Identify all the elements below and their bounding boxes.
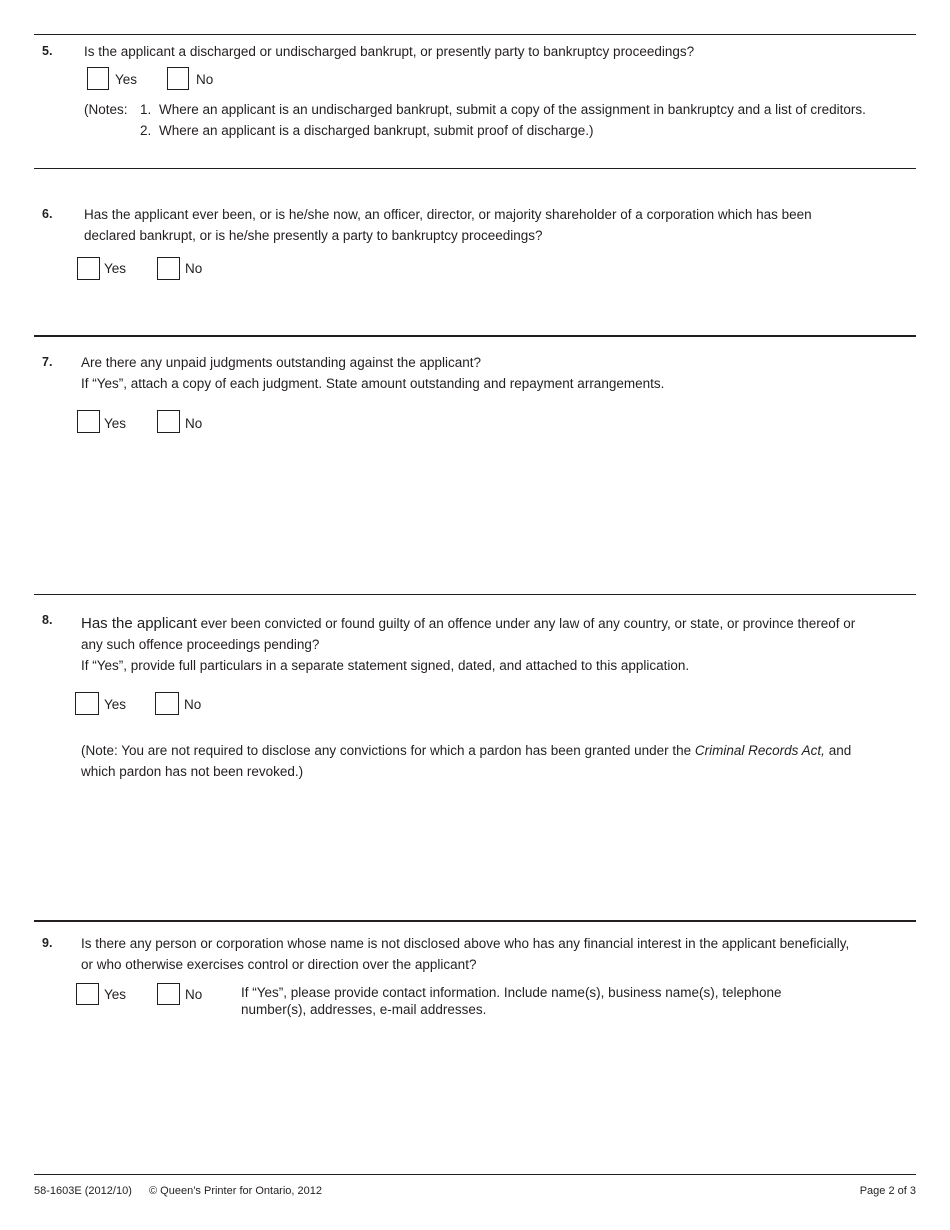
- question-text-line-1: Has the applicant ever been, or is he/she now, an officer, director, or majority shareholder of a corporation which has been: [84, 207, 812, 222]
- q9-yes-checkbox[interactable]: [76, 983, 99, 1005]
- note-2-number: 2.: [140, 123, 152, 138]
- divider: [34, 168, 916, 169]
- question-lead: Has the applicant: [81, 615, 197, 632]
- q5-yes-label: Yes: [115, 72, 138, 87]
- question-text-line-2: or who otherwise exercises control or direction over the applicant?: [81, 957, 477, 972]
- question-text-line-3: If “Yes”, provide full particulars in a separate statement signed, dated, and attached to this application.: [81, 658, 690, 673]
- question-number: 8.: [42, 613, 53, 627]
- question-text: Is the applicant a discharged or undischarged bankrupt, or presently party to bankruptcy proceedings?: [84, 44, 695, 59]
- contact-info-line-1: If “Yes”, please provide contact information. Include name(s), business name(s), telephone: [241, 985, 782, 1000]
- q8-yes-checkbox[interactable]: [75, 692, 99, 715]
- question-rest: ever been convicted or found guilty of an offence under any law of any country, or state, or province thereof or: [196, 616, 856, 631]
- question-text-line-2: If “Yes”, attach a copy of each judgment. State amount outstanding and repayment arrangements.: [81, 376, 665, 391]
- question-text-line-2: declared bankrupt, or is he/she presently a party to bankruptcy proceedings?: [84, 228, 543, 243]
- question-number: 6.: [42, 207, 53, 221]
- question-text-line-1: Are there any unpaid judgments outstanding against the applicant?: [81, 355, 482, 370]
- q9-yes-label: Yes: [104, 987, 127, 1002]
- q6-yes-label: Yes: [104, 261, 127, 276]
- q8-no-label: No: [184, 697, 202, 712]
- note-1-number: 1.: [140, 102, 152, 117]
- contact-info-line-2: number(s), addresses, e-mail addresses.: [241, 1002, 487, 1017]
- divider: [34, 920, 916, 922]
- note-text: (Note: You are not required to disclose any convictions for which a pardon has been granted under the: [81, 743, 695, 758]
- q6-no-label: No: [185, 261, 203, 276]
- page-number: Page 2 of 3: [859, 1185, 916, 1197]
- question-number: 5.: [42, 44, 53, 58]
- question-number: 9.: [42, 936, 53, 950]
- question-text-line-1: Is there any person or corporation whose name is not disclosed above who has any financial interest in the applicant beneficially,: [81, 936, 850, 951]
- act-title: Criminal Records Act,: [694, 743, 825, 758]
- note-2: Where an applicant is a discharged bankrupt, submit proof of discharge.): [159, 123, 594, 138]
- notes-prefix: (Notes:: [84, 102, 128, 117]
- q5-yes-checkbox[interactable]: [87, 67, 109, 90]
- q7-yes-label: Yes: [104, 416, 127, 431]
- divider: [34, 335, 916, 337]
- note-text-end: and: [824, 743, 852, 758]
- divider: [34, 34, 916, 35]
- q8-no-checkbox[interactable]: [155, 692, 179, 715]
- q9-no-label: No: [185, 987, 203, 1002]
- q5-no-checkbox[interactable]: [167, 67, 189, 90]
- divider: [34, 1174, 916, 1175]
- form-id: 58-1603E (2012/10): [34, 1185, 132, 1197]
- divider: [34, 594, 916, 595]
- note-1: Where an applicant is an undischarged bankrupt, submit a copy of the assignment in bankruptcy and a list of creditors.: [159, 102, 866, 117]
- question-text-line-2: any such offence proceedings pending?: [81, 637, 320, 652]
- q8-yes-label: Yes: [104, 697, 127, 712]
- q7-yes-checkbox[interactable]: [77, 410, 100, 433]
- q5-no-label: No: [196, 72, 214, 87]
- q7-no-label: No: [185, 416, 203, 431]
- question-text-line-1: [81, 613, 855, 634]
- q7-no-checkbox[interactable]: [157, 410, 180, 433]
- copyright: © Queen’s Printer for Ontario, 2012: [149, 1185, 322, 1197]
- note-line-1: [81, 740, 851, 761]
- q6-no-checkbox[interactable]: [157, 257, 180, 280]
- q9-no-checkbox[interactable]: [157, 983, 180, 1005]
- question-number: 7.: [42, 355, 53, 369]
- note-line-2: which pardon has not been revoked.): [81, 764, 304, 779]
- q6-yes-checkbox[interactable]: [77, 257, 100, 280]
